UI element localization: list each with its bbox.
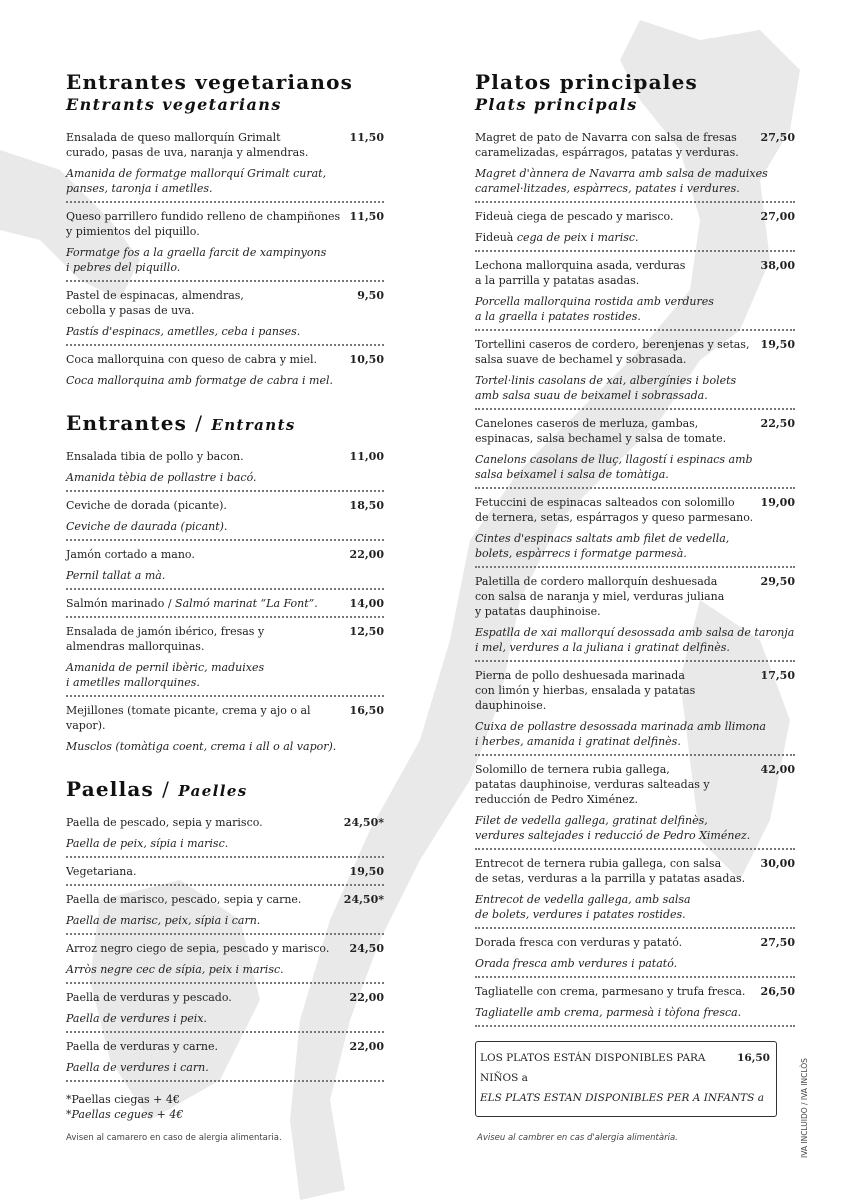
dish-name-ca: Fideuà cega de peix i marisc.: [475, 231, 639, 244]
dish-price: 30,00: [760, 857, 795, 870]
dish-name-ca: Paella de peix, sípia i marisc.: [66, 837, 229, 850]
title-separator: /: [162, 777, 171, 801]
dish-price: 9,50: [357, 289, 384, 302]
dish-price: 27,50: [760, 936, 795, 949]
dish-price: 14,00: [349, 597, 384, 610]
section-title: [66, 411, 384, 437]
paella-footnote-ca: *Paellas cegues + 4€: [66, 1108, 184, 1121]
menu-item: [66, 990, 384, 1033]
dish-name-es: Paletilla de cordero mallorquín deshuesada con salsa de naranja y miel, verduras juliana y patatas dauphinoise.: [475, 575, 725, 618]
dish-name-ca: Arròs negre cec de sípia, peix i marisc.: [66, 963, 284, 976]
section-subtitle: Entrants: [211, 416, 296, 434]
dish-name-es: Vegetariana.: [66, 865, 137, 878]
dish-price: 26,50: [760, 985, 795, 998]
paella-footnote-es: *Paellas ciegas + 4€: [66, 1093, 180, 1106]
menu-item: [66, 624, 384, 697]
dish-name-ca: Coca mallorquina amb formatge de cabra i mel.: [66, 374, 333, 387]
dish-name-es: Solomillo de ternera rubia gallega, patatas dauphinoise, verduras salteadas y reducción de Pedro Ximénez.: [475, 763, 710, 806]
dish-name-es: Salmón marinado / Salmó marinat “La Font”.: [66, 597, 318, 610]
dish-name-es: Canelones caseros de merluza, gambas, espinacas, salsa bechamel y salsa de tomate.: [475, 417, 727, 445]
menu-item: [475, 337, 795, 410]
menu-item: [475, 574, 795, 662]
dish-name-es: Paella de marisco, pescado, sepia y carne.: [66, 893, 302, 906]
menu-item: [66, 703, 384, 759]
dish-name-es: Mejillones (tomate picante, crema y ajo o al vapor).: [66, 704, 311, 732]
dish-name-es: Ceviche de dorada (picante).: [66, 499, 227, 512]
section-title-es: Entrantes: [66, 411, 188, 435]
menu-item: [475, 856, 795, 929]
dish-price: 19,50: [760, 338, 795, 351]
dish-price: 11,50: [349, 131, 384, 144]
dish-price: 29,50: [760, 575, 795, 588]
allergy-notice-es: Avisen al camarero en caso de alergia alimentaria.: [66, 1133, 282, 1143]
dish-name-es: Fetuccini de espinacas salteados con solomillo de ternera, setas, espárragos y queso parmesano.: [475, 496, 754, 524]
dish-price: 22,00: [349, 991, 384, 1004]
menu-item: [475, 258, 795, 331]
dish-name-es: Lechona mallorquina asada, verduras a la parrilla y patatas asadas.: [475, 259, 686, 287]
dish-name-ca: Cuixa de pollastre desossada marinada amb llimona i herbes, amanida i gratinat delfinès.: [475, 720, 766, 748]
title-separator: /: [195, 411, 204, 435]
left-column: [66, 70, 384, 1122]
dish-price: 18,50: [349, 499, 384, 512]
menu-item: [475, 935, 795, 978]
dish-name-ca: Formatge fos a la graella farcit de xampinyons i pebres del piquillo.: [66, 246, 327, 274]
dish-name-ca: Salmó marinat “La Font”.: [175, 597, 318, 610]
menu-item: [475, 209, 795, 252]
menu-item: [66, 352, 384, 393]
section-subtitle: Plats principals: [475, 95, 638, 114]
dish-name-es: Magret de pato de Navarra con salsa de fresas caramelizadas, espárragos, patatas y verduras.: [475, 131, 739, 159]
dish-price: 16,50: [349, 704, 384, 717]
dish-price: 11,00: [349, 450, 384, 463]
dish-name-es: Paella de verduras y pescado.: [66, 991, 232, 1004]
dish-name-es: Jamón cortado a mano.: [66, 548, 195, 561]
dish-name-ca: Tagliatelle amb crema, parmesà i tòfona fresca.: [475, 1006, 742, 1019]
menu-item: [66, 596, 384, 618]
kids-note-ca: ELS PLATS ESTAN DISPONIBLES PER A INFANTS a: [480, 1092, 764, 1104]
kids-price: 16,50: [737, 1052, 770, 1064]
dish-price: 22,00: [349, 548, 384, 561]
dish-name-es: Pierna de pollo deshuesada marinada con limón y hierbas, ensalada y patatas dauphinoise.: [475, 669, 696, 712]
dish-name-es: Tagliatelle con crema, parmesano y trufa fresca.: [475, 985, 746, 998]
dish-name-es: Ensalada de queso mallorquín Grimalt curado, pasas de uva, naranja y almendras.: [66, 131, 309, 159]
section-title: Entrantes vegetarianos: [66, 70, 354, 94]
vat-included-note: IVA INCLUIDO / IVA INCLÒS: [800, 1058, 809, 1158]
section-title-es: Paellas: [66, 777, 154, 801]
menu-item: [66, 498, 384, 541]
dish-price: 27,00: [760, 210, 795, 223]
dish-name-es: Queso parrillero fundido relleno de champiñones y pimientos del piquillo.: [66, 210, 341, 238]
kids-availability-box: [475, 1041, 777, 1117]
dish-name-ca: Pastís d'espinacs, ametlles, ceba i panses.: [66, 325, 301, 338]
dish-price: 11,50: [349, 210, 384, 223]
dish-name-es: Fideuà ciega de pescado y marisco.: [475, 210, 674, 223]
dish-name-es: Coca mallorquina con queso de cabra y miel.: [66, 353, 318, 366]
dish-name-ca: Paella de verdures i carn.: [66, 1061, 209, 1074]
dish-price: 22,00: [349, 1040, 384, 1053]
menu-item: [66, 449, 384, 492]
menu-item: [66, 547, 384, 590]
dish-price: 24,50*: [343, 893, 384, 906]
dish-name-ca: Canelons casolans de lluç, llagostí i espinacs amb salsa beixamel i salsa de tomàtiga.: [475, 453, 753, 481]
dish-name-es: Ensalada tibia de pollo y bacon.: [66, 450, 244, 463]
dish-name-ca: Tortel·linis casolans de xai, albergínies i bolets amb salsa suau de beixamel i sobrassada.: [475, 374, 737, 402]
section-main-courses: [475, 70, 795, 1027]
menu-item: [66, 288, 384, 346]
dish-name-es: Dorada fresca con verduras y patató.: [475, 936, 683, 949]
dish-name-es: Arroz negro ciego de sepia, pescado y marisco.: [66, 942, 330, 955]
menu-item: [475, 984, 795, 1027]
dish-name-ca: Filet de vedella gallega, gratinat delfinès, verdures saltejades i reducció de Pedro Ximénez.: [475, 814, 751, 842]
dish-price: 38,00: [760, 259, 795, 272]
dish-price: 12,50: [349, 625, 384, 638]
dish-name-es: Paella de verduras y carne.: [66, 1040, 218, 1053]
dish-name-es: Entrecot de ternera rubia gallega, con salsa de setas, verduras a la parrilla y patatas asadas.: [475, 857, 746, 885]
dish-name-es: Ensalada de jamón ibérico, fresas y almendras mallorquinas.: [66, 625, 265, 653]
menu-item: [475, 130, 795, 203]
dish-price: 10,50: [349, 353, 384, 366]
dish-name-ca: Paella de verdures i peix.: [66, 1012, 207, 1025]
menu-item: [66, 941, 384, 984]
dish-name-ca: Orada fresca amb verdures i patató.: [475, 957, 678, 970]
dish-name-es: Paella de pescado, sepia y marisco.: [66, 816, 263, 829]
dish-price: 17,50: [760, 669, 795, 682]
section-title: Platos principales: [475, 70, 698, 94]
section-starters: [66, 411, 384, 759]
dish-name-ca: Porcella mallorquina rostida amb verdures a la graella i patates rostides.: [475, 295, 714, 323]
menu-item: [66, 892, 384, 935]
menu-item: [66, 130, 384, 203]
menu-item: [475, 416, 795, 489]
menu-item: [66, 815, 384, 858]
menu-item: [66, 209, 384, 282]
dish-price: 24,50*: [343, 816, 384, 829]
dish-price: 24,50: [349, 942, 384, 955]
dish-name-ca: Magret d'ànnera de Navarra amb salsa de maduixes caramel·litzades, espàrrecs, patates i verdures.: [475, 167, 768, 195]
dish-name-ca: Musclos (tomàtiga coent, crema i all o al vapor).: [66, 740, 337, 753]
menu-item: [475, 495, 795, 568]
dish-price: 42,00: [760, 763, 795, 776]
menu-item: [475, 762, 795, 850]
dish-name-es: Tortellini caseros de cordero, berenjenas y setas, salsa suave de bechamel y sobrasada.: [475, 338, 750, 366]
right-column: [475, 70, 795, 1117]
section-subtitle: Entrants vegetarians: [66, 95, 282, 114]
menu-item: [66, 864, 384, 886]
section-paellas: [66, 777, 384, 1122]
dish-price: 27,50: [760, 131, 795, 144]
dish-price: 19,50: [349, 865, 384, 878]
dish-name-ca: Entrecot de vedella gallega, amb salsa de bolets, verdures i patates rostides.: [475, 893, 691, 921]
dish-name-ca: Espatlla de xai mallorquí desossada amb salsa de taronja i mel, verdures a la juliana i gratinat delfinès.: [475, 626, 795, 654]
dish-name-es: Pastel de espinacas, almendras, cebolla y pasas de uva.: [66, 289, 244, 317]
dish-name-ca: Ceviche de daurada (picant).: [66, 520, 228, 533]
allergy-notice-ca: Aviseu al cambrer en cas d'alergia alimentària.: [477, 1133, 678, 1143]
section-title: [66, 777, 384, 803]
dish-price: 19,00: [760, 496, 795, 509]
dish-name-ca: Pernil tallat a mà.: [66, 569, 166, 582]
kids-note-es: LOS PLATOS ESTÁN DISPONIBLES PARA NIÑOS a: [480, 1052, 706, 1084]
section-subtitle: Paelles: [178, 782, 248, 800]
menu-item: [66, 1039, 384, 1082]
dish-price: 22,50: [760, 417, 795, 430]
dish-name-ca: Amanida de formatge mallorquí Grimalt curat, panses, taronja i ametlles.: [66, 167, 327, 195]
dish-name-ca: Paella de marisc, peix, sípia i carn.: [66, 914, 261, 927]
section-vegetarian-starters: [66, 70, 384, 393]
menu-item: [475, 668, 795, 756]
dish-name-ca: Amanida tèbia de pollastre i bacó.: [66, 471, 257, 484]
dish-name-ca: Amanida de pernil ibèric, maduixes i ametlles mallorquines.: [66, 661, 265, 689]
dish-name-ca: Cintes d'espinacs saltats amb filet de vedella, bolets, espàrrecs i formatge parmesà.: [475, 532, 730, 560]
